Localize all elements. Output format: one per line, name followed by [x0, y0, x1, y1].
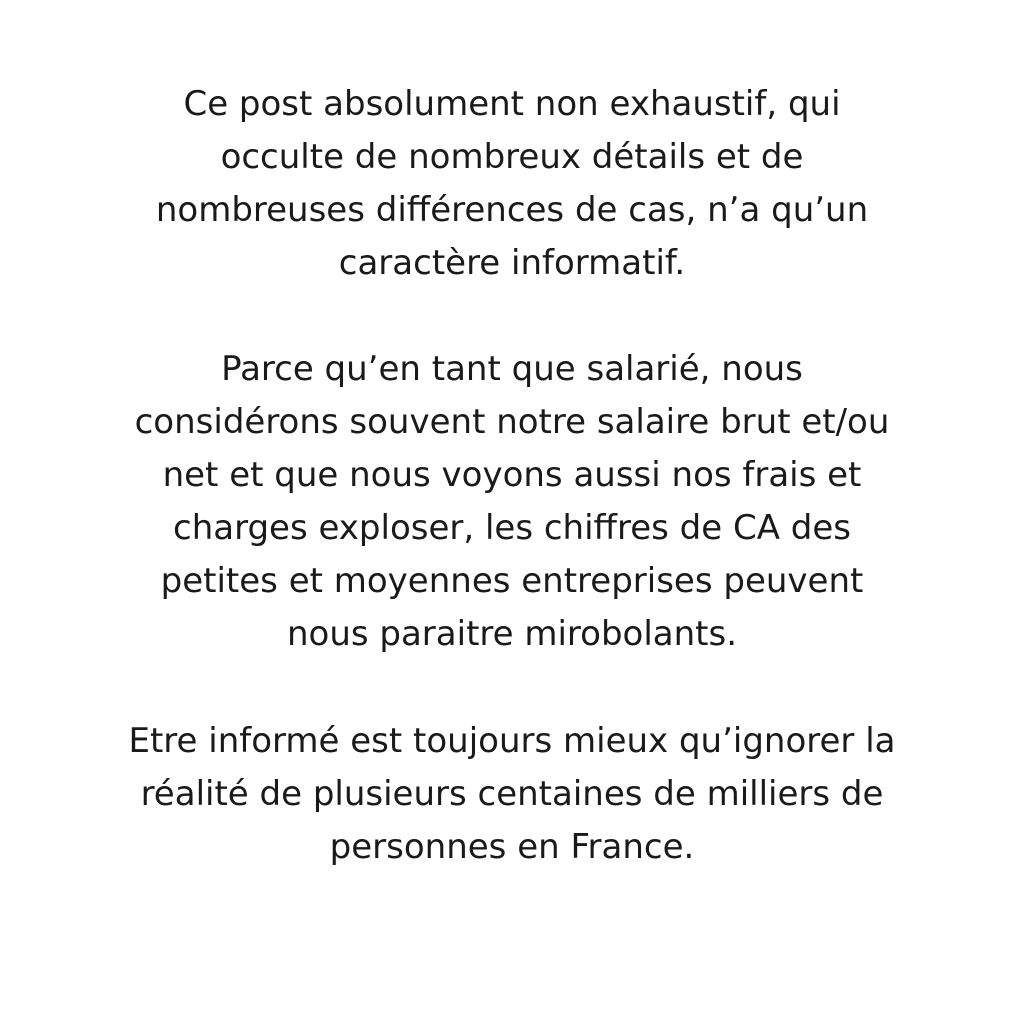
text-line: Parce qu’en tant que salarié, nous — [221, 349, 803, 389]
text-line: Ce post absolument non exhaustif, qui — [183, 84, 841, 124]
text-line: personnes en France. — [329, 827, 695, 867]
paragraph-disclaimer — [0, 78, 1024, 290]
text-line: considérons souvent notre salaire brut et/ou — [134, 402, 890, 442]
text-line: Etre informé est toujours mieux qu’ignorer la — [128, 721, 896, 761]
text-line: nombreuses différences de cas, n’a qu’un — [155, 190, 869, 230]
text-line: petites et moyennes entreprises peuvent — [160, 561, 864, 601]
paragraph-context — [0, 343, 1024, 661]
paragraph-conclusion — [0, 715, 1024, 874]
text-line: réalité de plusieurs centaines de milliers de — [140, 774, 884, 814]
text-line: net et que nous voyons aussi nos frais et — [162, 455, 862, 495]
text-line: caractère informatif. — [338, 243, 686, 283]
text-line: nous paraitre mirobolants. — [286, 614, 738, 654]
text-line: charges exploser, les chiffres de CA des — [173, 508, 851, 548]
text-line: occulte de nombreux détails et de — [220, 137, 804, 177]
